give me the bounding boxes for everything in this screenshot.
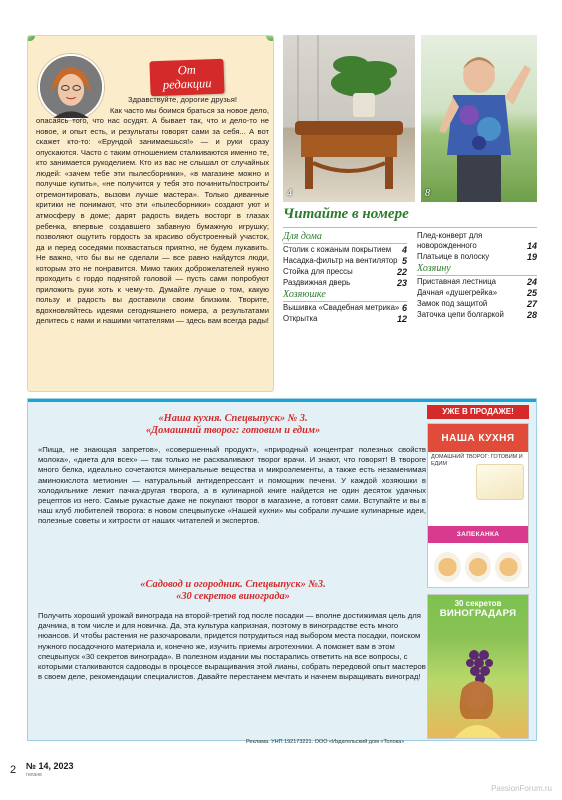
photo-page-number: 4 [287,188,292,199]
editorial-greeting: Здравствуйте, дорогие друзья! [128,95,237,104]
cover-vinogradarya [427,594,529,739]
article2-heading: «Садовод и огородник. Спецвыпуск» №3. «30 секретов винограда» [140,579,326,602]
toc-item: Приставная лестница 24 [417,277,537,287]
toc-item: Заточка цепи болгаркой 28 [417,310,537,320]
pin-icon [27,35,35,41]
cover-line1: 30 секретов [454,599,502,608]
toc-item: Замок под защитой 27 [417,299,537,309]
photo-page-number: 8 [425,188,430,199]
cover-banner: ЗАПЕКАНКА [428,526,528,543]
boy-photo [421,35,537,202]
toc-item: Стойка для прессы 22 [283,267,407,277]
toc-item: Плед-конверт для новорожденного 14 [417,231,537,251]
toc-item: Насадка-фильтр на вентилятор 5 [283,256,407,266]
divider [283,227,537,228]
stool-photo [283,35,415,202]
pin-icon [266,35,274,41]
editorial-body: Как часто мы боимся браться за новое дело, опасаясь того, что нас осудят. А бывает так, что и дело-то не новое, и опыт есть, и результаты говорят сами за себя... А вот скажет кто-то: «Ерундой занимаешься!» — и руки сразу опускаются. Часто с таким отношением сталкиваются именно те, кто занимается рукоделием. Кто из вас не слышал от случайных людей: «зачем тебе эти пылесборники», «в магазине можно и получше купить», «не получится у тебя это починить/построить/отремонтировать, вызови лучше мастера». Только диванные критики не понимают, что эти «пылесборники» создают уют и атмосферу в доме; дарят радость видеть восторг в глазах ребенка, впервые создавшего забавную бумажную игрушку; позволяют ощутить гордость за красиво обустроенный участок, да и перед соседями похвастаться приятно, не будем лукавить. Не важно, что бы вы не сделали — все равно найдутся люди, которым это не понравится. Мимо таких доброжелателей нужно проходить с гордо поднятой головой — пусть сами попробуют приложить руки хоть к чему-то. Думайте лучше о том, какую пользу и радость вы доставили своим близким. Творите, вдохновляйтесь идеями сегодняшнего номера, а результатами делитесь с нами и нашими читателями — здесь вам всегда рады! [36,105,269,326]
editorial-note [27,35,274,392]
cottage-cheese-image [476,464,524,500]
article2-body: Получить хороший урожай винограда на второй-третий год после посадки — вполне достижимая цель для дачника, в том числе и для новичка. Да, эта культура капризная, поэтому в виноградстве есть много нюансов. И чтобы растения не разочаровали, придется потрудиться над выбором места посадки, поиском нужного посадочного материала и, конечно же, изучить приемы агротехники. А поможет вам в этом спецвыпуск «30 секретов винограда». В полезном издании мы постарались ответить на все вопросы, с которыми сталкиваются садоводы в процессе выращивания этой лианы, собрать передовой опыт мастеров в своем деле, рекомендации специалистов. Давайте перестанем мечтать и начнем выращивать виноград! [38,611,426,682]
editorial-tab: От редакции [149,59,224,97]
woman-with-grapes-illustration [436,675,522,739]
toc-item: Раздвижная дверь 23 [283,278,407,288]
toc-item: Платьице в полоску 19 [417,252,537,262]
ad-disclaimer: Реклама. УНП 192173221. ООО «Издательский дом «Толока» [246,739,405,745]
watermark: PassionForum.ru [491,784,552,793]
toc-item: Дачная «душегрейка» 25 [417,288,537,298]
article1-heading: «Наша кухня. Спецвыпуск» № 3. «Домашний творог: готовим и едим» [145,413,321,436]
toc-item: Вышивка «Свадебная метрика» 6 [283,303,407,313]
contents-column-right [417,231,537,321]
brand-label: гиланв [26,772,42,778]
table-of-contents [283,206,537,394]
stool-illustration [283,35,415,202]
section-heading: Хозяину [417,263,537,276]
section-heading: Хозяюшке [283,289,407,302]
boy-illustration [421,35,537,202]
food-plates-image [434,552,522,582]
cover-nasha-kukhnya [427,423,529,588]
article1-body: «Пища, не знающая запретов», «совершенный продукт», «природный концентрат полезных свойств молока», «диета для всех» — так только не расхваливают творог врачи. И знают, что говорят! В твороге много белка, идеально сочетаются минеральные вещества и микроэлементы, а также есть незаменимая аминокислота метионин — натуральный антидепрессант и помощник печени. У каждой хозяюшки в холодильнике лежит пачка-другая творога, а в кулинарной книге найдется не один десяток удачных рецептов из него. Самые рукастые даже не покупают творог в магазине, а готовят сами. Вступайте и вы в наш клуб любителей творога: в новом спецвыпуске «Нашей кухни» мы собрали лучшие кулинарные идеи, полезные советы и хитрости от наших читателей и экспертов. [38,445,426,526]
section-heading: Для дома [283,231,407,244]
cover-line2: ВИНОГРАДАРЯ [439,608,517,619]
contents-column-left [283,231,407,325]
on-sale-badge: УЖЕ В ПРОДАЖЕ! [427,405,529,419]
issue-number: № 14, 2023 [26,761,74,771]
editorial-text [36,95,269,327]
cover-masthead: НАША КУХНЯ [428,424,528,452]
page-footer [10,760,74,778]
contents-title: Читайте в номере [283,206,409,222]
page-number: 2 [10,764,17,776]
toc-item: Открытка 12 [283,314,407,324]
toc-item: Столик с кожаным покрытием 4 [283,245,407,255]
cover-subtitle: ДОМАШНИЙ ТВОРОГ: ГОТОВИМ И ЕДИМ [431,454,523,467]
